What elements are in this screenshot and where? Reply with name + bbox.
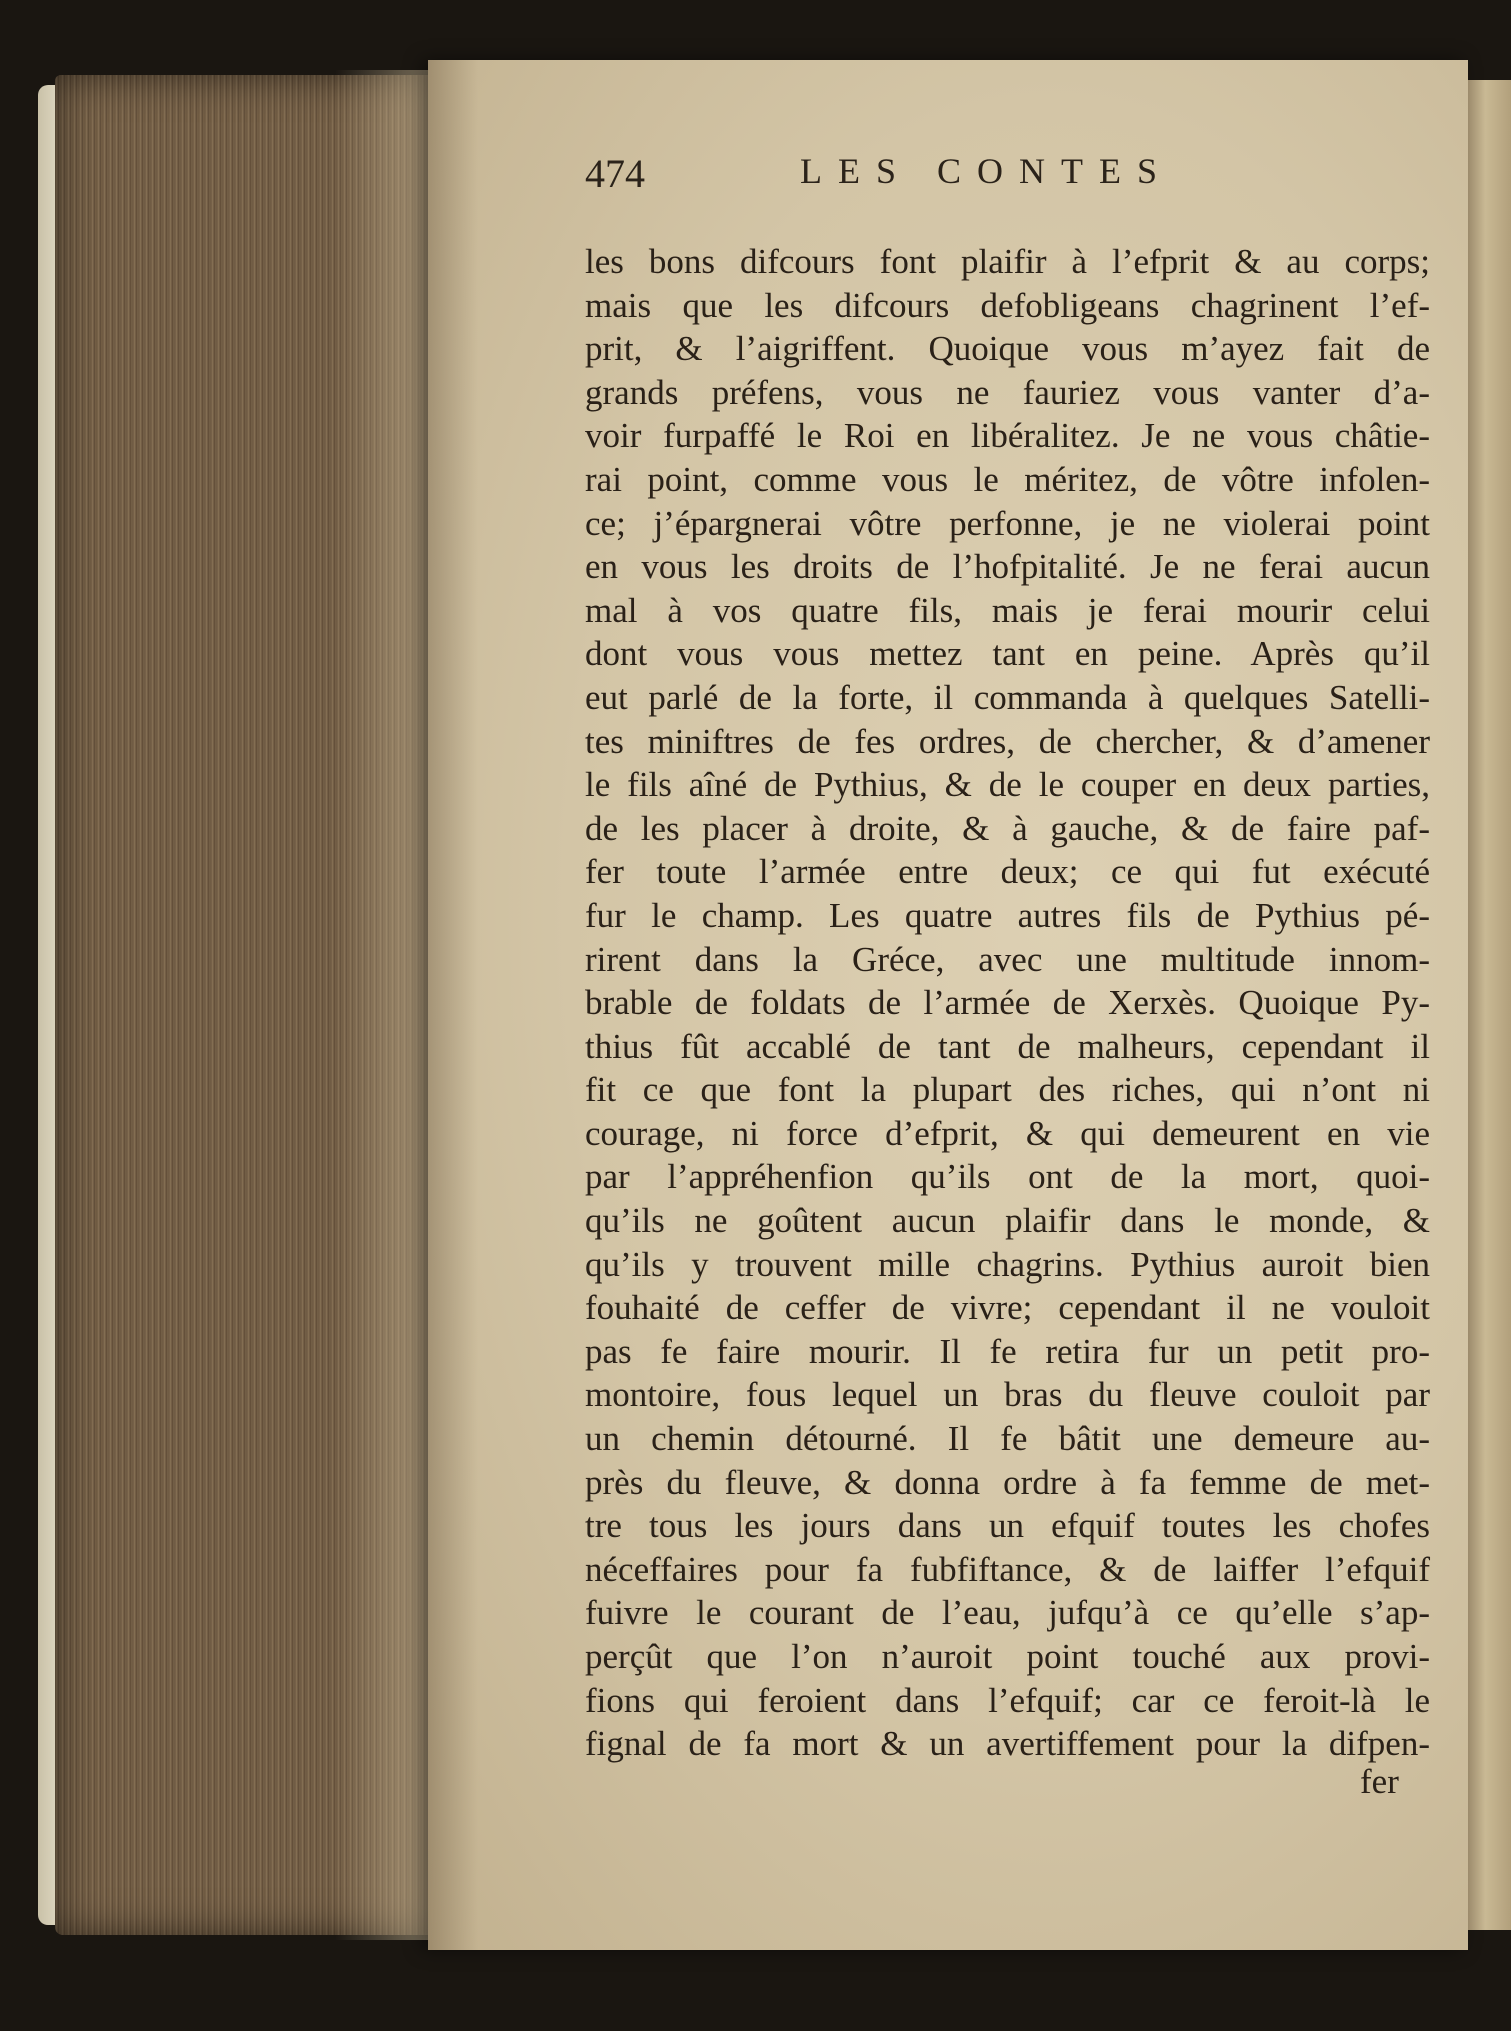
text-line: fions qui feroient dans l’efquif; car ce feroit-là le: [585, 1680, 1430, 1720]
text-line: tes miniftres de fes ordres, de chercher, & d’amener: [585, 721, 1430, 761]
text-line: pas fe faire mourir. Il fe retira fur un petit pro-: [585, 1331, 1430, 1371]
text-line: fur le champ. Les quatre autres fils de Pythius pé-: [585, 895, 1430, 935]
text-line: en vous les droits de l’hofpitalité. Je ne ferai aucun: [585, 547, 1430, 587]
text-line: brable de foldats de l’armée de Xerxès. Quoique Py-: [585, 983, 1430, 1023]
text-line: voir furpaffé le Roi en libéralitez. Je ne vous châtie-: [585, 416, 1430, 456]
text-line: par l’appréhenfion qu’ils ont de la mort, quoi-: [585, 1157, 1430, 1197]
text-line: qu’ils ne goûtent aucun plaifir dans le monde, &: [585, 1201, 1430, 1241]
text-line: dont vous vous mettez tant en peine. Après qu’il: [585, 634, 1430, 674]
text-line: perçût que l’on n’auroit point touché aux provi-: [585, 1637, 1430, 1676]
text-line: eut parlé de la forte, il commanda à quelques Satelli-: [585, 677, 1430, 717]
text-line: rirent dans la Gréce, avec une multitude innom-: [585, 939, 1430, 979]
text-line: prit, & l’aigriffent. Quoique vous m’ayez fait de: [585, 329, 1430, 369]
text-line: qu’ils y trouvent mille chagrins. Pythius auroit bien: [585, 1244, 1430, 1284]
page-edges-highlight: [335, 70, 435, 1940]
text-line: fuivre le courant de l’eau, jufqu’à ce qu’elle s’ap-: [585, 1593, 1430, 1633]
text-line: un chemin détourné. Il fe bâtit une demeure au-: [585, 1419, 1430, 1459]
text-line: néceffaires pour fa fubfiftance, & de laiffer l’efquif: [585, 1549, 1430, 1589]
text-line: courage, ni force d’efprit, & qui demeurent en vie: [585, 1113, 1430, 1153]
text-line: fouhaité de ceffer de vivre; cependant il ne vouloit: [585, 1288, 1430, 1328]
text-line: de les placer à droite, & à gauche, & de faire paf-: [585, 808, 1430, 848]
text-line: près du fleuve, & donna ordre à fa femme de met-: [585, 1462, 1430, 1502]
text-line: fit ce que font la plupart des riches, qui n’ont ni: [585, 1070, 1430, 1110]
text-line: les bons difcours font plaifir à l’efprit & au corps;: [585, 242, 1430, 281]
page-number: 474: [585, 151, 645, 196]
text-line: grands préfens, vous ne fauriez vous vanter d’a-: [585, 372, 1430, 412]
text-line: fignal de fa mort & un avertiffement pour la difpen-: [585, 1724, 1430, 1764]
text-line: rai point, comme vous le méritez, de vôtre infolen-: [585, 459, 1430, 499]
text-line: thius fût accablé de tant de malheurs, cependant il: [585, 1026, 1430, 1066]
page-gutter-shadow: [428, 60, 478, 1950]
text-line: ce; j’épargnerai vôtre perfonne, je ne violerai point: [585, 503, 1430, 543]
catchword: fer: [1360, 1762, 1399, 1801]
running-title: LES CONTES: [800, 151, 1174, 191]
text-line: le fils aîné de Pythius, & de le couper en deux parties,: [585, 765, 1430, 805]
text-line: tre tous les jours dans un efquif toutes les chofes: [585, 1506, 1430, 1546]
text-line: mais que les difcours defobligeans chagrinent l’ef-: [585, 285, 1430, 325]
text-line: fer toute l’armée entre deux; ce qui fut exécuté: [585, 852, 1430, 892]
facing-page-edge: [1468, 80, 1511, 1930]
text-line: mal à vos quatre fils, mais je ferai mourir celui: [585, 590, 1430, 630]
body-text: [585, 240, 1430, 1766]
page-header: [585, 150, 1230, 210]
text-line: montoire, fous lequel un bras du fleuve couloit par: [585, 1375, 1430, 1415]
